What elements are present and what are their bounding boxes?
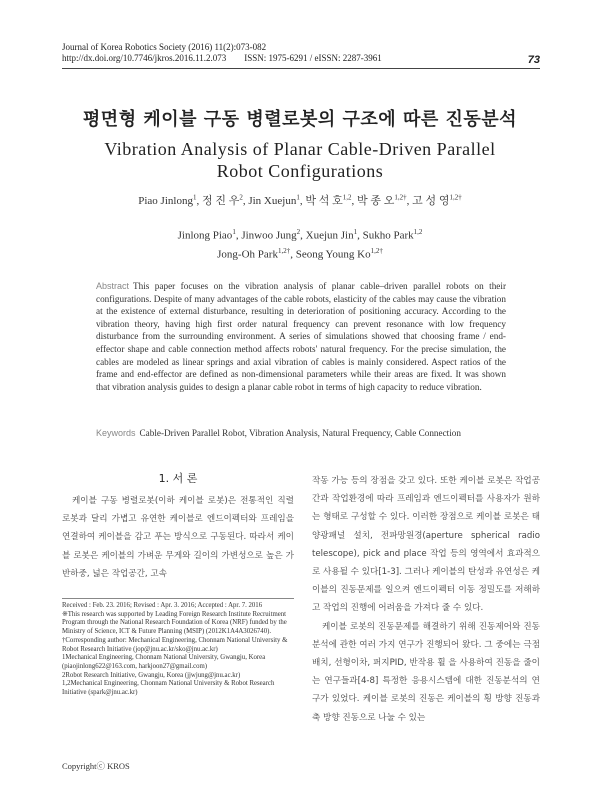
footnotes	[62, 602, 298, 698]
footnote-affiliation-1: 1Mechanical Engineering, Chonnam National University, Gwangju, Korea (piaojinlong622@163.com, harkjoon27@gmail.com)	[62, 654, 266, 670]
body-column-left	[62, 492, 294, 583]
author-name: Sukho Park	[362, 229, 414, 242]
doi-link[interactable]: http://dx.doi.org/10.7746/jkros.2016.11.2.073	[62, 53, 227, 63]
title-english-line2: Robot Configurations	[216, 161, 384, 181]
author-affiliation-mark: 1,2†	[449, 193, 462, 202]
author-name: Jinwoo Jung	[241, 229, 297, 242]
author-name: 정 진 우	[201, 195, 240, 207]
body-column-right	[312, 472, 540, 727]
footnote-affiliation-12: 1,2Mechanical Engineering, Chonnam National University & Robot Research Initiative (spark@jnu.ac.kr)	[62, 680, 275, 697]
body-paragraph: 케이블 로봇의 진동문제를 해결하기 위해 진동제어와 진동분석에 관한 여러 가지 연구가 진행되어 왔다. 그 중에는 극점배치, 선형이차, 퍼지PID, 반작용 휠 을 사용하여 진동을 줄이는 연구들과[4-8] 특정한 응용시스템에 대한 진동분석의 연구가 있었다. 케이블 로봇의 진동은 케이블의 횡 방향 진동과 축 방향 진동으로 나눌 수 있는	[312, 621, 540, 723]
author-name: Jong-Oh Park	[217, 248, 278, 261]
author-name: 박 석 호	[305, 195, 343, 207]
abstract-text: This paper focuses on the vibration analysis of planar cable–driven parallel robots on their configurations. Despite of many advantages of the cable robots, elasticity of the cables may cause the vibration at the existence of external disturbance, resulting in deterioration of positioning accuracy. According to the vibration theory, having high first order natural frequency can prevent resonance with low frequency disturbance from the surrounding environment. A series of simulations showed that choosing frame / end-effector shape and cable connection method affects robots' natural frequency. For the precise simulation, the cables are modeled as linear springs and axial vibration of cables is mainly considered. Aspect ratios of the frame and end-effector are defined as non-dimensional parameters while their areas are fixed. It was shown that vibration analysis guides to design a planar cable robot in terms of high capacity to reduce vibration.	[96, 281, 506, 392]
author-affiliation-mark: 2	[239, 193, 243, 202]
footnote-rule	[62, 598, 294, 599]
author-affiliation-mark: 1	[353, 228, 358, 236]
author-affiliation-mark: 1	[296, 193, 300, 202]
copyright: Copyrightⓒ KROS	[62, 761, 130, 771]
author-name: Jinlong Piao	[177, 229, 233, 242]
title-english	[60, 138, 540, 182]
author-affiliation-mark: 2	[296, 228, 301, 236]
body-paragraph: 작동 가능 등의 장점을 갖고 있다. 또한 케이블 로봇은 작업공간과 작업환경에 따라 프레임과 엔드이펙터를 사용자가 원하는 형태로 구성할 수 있다. 이러한 장점으로 케이블 로봇은 태양광패널 설치, 전파망원경(aperture spherical radio telescope), pick and place 작업 등의 영역에서 효과적으로 사용될 수 있다[1-3]. 그러나 케이블의 탄성과 유연성은 케이블의 진동문제를 일으켜 엔드이펙터 이동 정밀도를 저해하고 작업의 진행에 어려움을 가져다 줄 수 있다.	[312, 476, 540, 614]
section-heading: 1. 서 론	[158, 472, 198, 485]
footnote-affiliation-2: 2Robot Research Initiative, Gwangju, Korea (jjwjung@jnu.ac.kr)	[62, 671, 241, 679]
author-affiliation-mark: 1	[192, 193, 197, 202]
issn: ISSN: 1975-6291 / eISSN: 2287-3961	[244, 53, 382, 63]
author-affiliation-mark: 1,2	[413, 228, 423, 236]
journal-citation: Journal of Korea Robotics Society (2016) 11(2):073-082	[62, 42, 267, 52]
author-name: Piao Jinlong	[138, 195, 193, 207]
author-name: 고 성 영	[412, 195, 450, 207]
author-affiliation-mark: 1,2†	[370, 247, 383, 255]
title-english-line1: Vibration Analysis of Planar Cable-Driven Parallel	[104, 139, 496, 159]
keywords	[96, 428, 516, 438]
keywords-label: Keywords	[96, 428, 136, 438]
authors-english-line2: Jong-Oh Park$^{1,2\dagger}$, Seong Young $Ko^{1,2\dagger}$	[217, 247, 383, 261]
page-number: 73	[527, 54, 540, 66]
body-paragraph: 케이블 구동 병렬로봇(이하 케이블 로봇)은 전통적인 직렬 로봇과 달리 가볍고 유연한 케이블로 엔드이펙터와 프레임을 연결하여 케이블을 감고 푸는 방식으로 구동된다. 따라서 케이블 로봇은 케이블의 가벼운 무게와 길이의 가변성으로 높은 가반하중, 넓은 작업공간, 고속	[62, 496, 294, 579]
footnote-funding: ※This research was supported by Leading Foreign Research Institute Recruitment Program through the National Research Foundation of Korea (NRF) funded by the Ministry of Science, ICT & Future Planning (MSIP) (2012K1A4A3026740).	[62, 610, 287, 636]
header-rule	[62, 68, 540, 69]
abstract	[96, 280, 506, 393]
author-affiliation-mark: 1,2	[342, 193, 352, 202]
authors-korean: Piao Jinlong$^1$, 정 진 우$^2$, Jin Xuejun$^1$, 박 석 호$^{1,2}$, 박 종 오$^{1,2\dagger}$, 고 성 영$^{1,2\dagger}$	[138, 193, 462, 207]
doi-issn-line	[62, 53, 382, 64]
abstract-label: Abstract	[96, 281, 130, 291]
title-korean: 평면형 케이블 구동 병렬로봇의 구조에 따른 진동분석	[82, 109, 518, 130]
footnote-corresponding: †Corresponding author: Mechanical Engineering, Chonnam National University & Robot Research Initiative (jop@jnu.ac.kr/sko@jnu.ac.kr)	[62, 636, 288, 653]
author-affiliation-mark: 1	[232, 228, 236, 236]
author-name: Jin Xuejun	[248, 195, 297, 207]
author-affiliation-mark: 1,2†	[394, 193, 407, 202]
keywords-text: Cable-Driven Parallel Robot, Vibration Analysis, Natural Frequency, Cable Connection	[139, 428, 461, 438]
author-name: 박 종 오	[356, 195, 395, 207]
authors-english-line1: Jinlong Piao$^1$, Jinwoo Jung$^2$, Xuejun Jin$^1$, Sukho Park$^{1,2}$	[177, 228, 423, 242]
author-affiliation-mark: 1,2†	[277, 247, 291, 255]
author-name: Seong Young Ko	[295, 248, 371, 261]
footnote-received: Received : Feb. 23. 2016; Revised : Apr. 3. 2016; Accepted : Apr. 7. 2016	[62, 602, 263, 609]
author-name: Xuejun Jin	[305, 229, 354, 242]
